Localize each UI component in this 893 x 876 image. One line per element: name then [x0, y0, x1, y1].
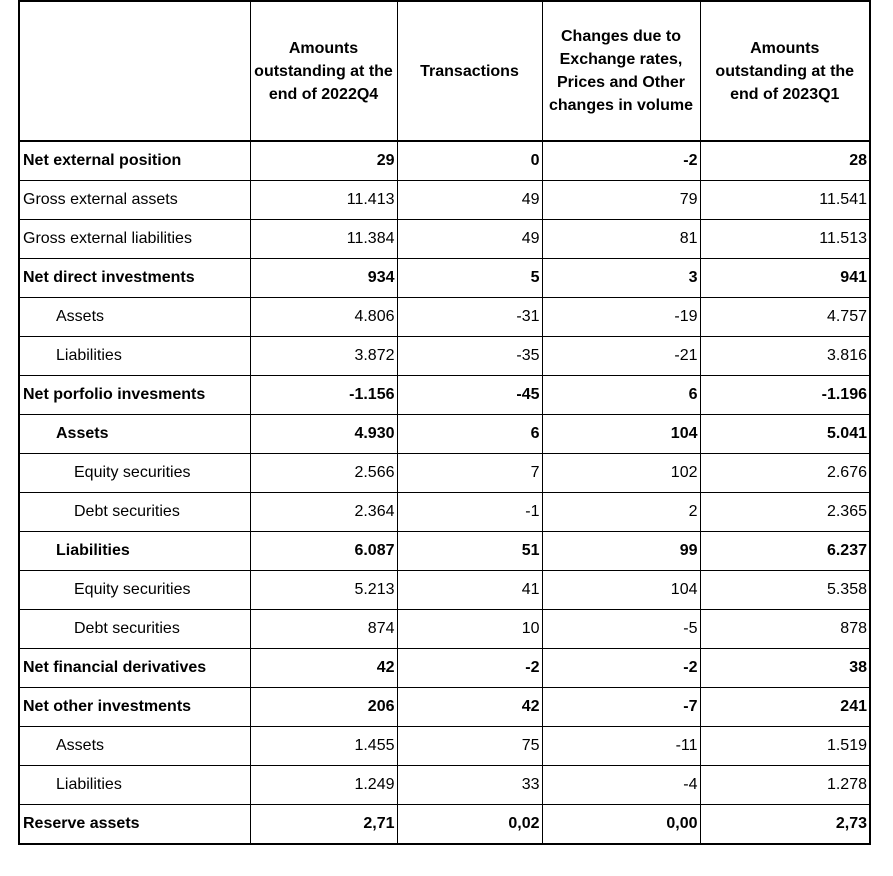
- value-transactions: 5: [397, 259, 542, 298]
- table-row: [19, 493, 870, 532]
- value-transactions: 49: [397, 181, 542, 220]
- value-2022q4: 2,71: [250, 805, 397, 845]
- table-row: [19, 766, 870, 805]
- value-transactions: -31: [397, 298, 542, 337]
- value-other-changes: -4: [542, 766, 700, 805]
- value-transactions: 10: [397, 610, 542, 649]
- value-2022q4: 206: [250, 688, 397, 727]
- value-other-changes: -21: [542, 337, 700, 376]
- value-transactions: 75: [397, 727, 542, 766]
- row-label: Assets: [19, 415, 250, 454]
- value-other-changes: 6: [542, 376, 700, 415]
- value-2022q4: 2.364: [250, 493, 397, 532]
- value-2022q4: 29: [250, 141, 397, 181]
- external-position-table: [18, 0, 871, 845]
- value-transactions: 6: [397, 415, 542, 454]
- row-label: Debt securities: [19, 610, 250, 649]
- row-label: Net external position: [19, 141, 250, 181]
- value-2023q1: 11.541: [700, 181, 870, 220]
- header-label-cell: [19, 1, 250, 141]
- table-row: [19, 454, 870, 493]
- value-transactions: 42: [397, 688, 542, 727]
- value-2022q4: 2.566: [250, 454, 397, 493]
- value-2022q4: 3.872: [250, 337, 397, 376]
- value-2023q1: 1.519: [700, 727, 870, 766]
- value-2023q1: 3.816: [700, 337, 870, 376]
- value-2022q4: 5.213: [250, 571, 397, 610]
- table-row: [19, 259, 870, 298]
- row-label: Gross external liabilities: [19, 220, 250, 259]
- header-row: [19, 1, 870, 141]
- value-2023q1: 2,73: [700, 805, 870, 845]
- table-row: [19, 610, 870, 649]
- value-other-changes: 102: [542, 454, 700, 493]
- table-row: [19, 532, 870, 571]
- value-2022q4: 11.413: [250, 181, 397, 220]
- row-label: Debt securities: [19, 493, 250, 532]
- value-other-changes: -19: [542, 298, 700, 337]
- value-2022q4: 874: [250, 610, 397, 649]
- value-other-changes: 79: [542, 181, 700, 220]
- table-row: [19, 337, 870, 376]
- value-other-changes: 104: [542, 415, 700, 454]
- value-2023q1: 941: [700, 259, 870, 298]
- value-2023q1: 5.358: [700, 571, 870, 610]
- row-label: Net porfolio invesments: [19, 376, 250, 415]
- row-label: Liabilities: [19, 337, 250, 376]
- value-other-changes: -2: [542, 141, 700, 181]
- value-other-changes: 104: [542, 571, 700, 610]
- value-transactions: 0,02: [397, 805, 542, 845]
- value-2022q4: 4.806: [250, 298, 397, 337]
- value-2023q1: 878: [700, 610, 870, 649]
- table-row: [19, 220, 870, 259]
- row-label: Net other investments: [19, 688, 250, 727]
- value-other-changes: -11: [542, 727, 700, 766]
- row-label: Net financial derivatives: [19, 649, 250, 688]
- value-2023q1: 241: [700, 688, 870, 727]
- value-2022q4: -1.156: [250, 376, 397, 415]
- table-row: [19, 181, 870, 220]
- table-row: [19, 688, 870, 727]
- table-row: [19, 415, 870, 454]
- value-transactions: 51: [397, 532, 542, 571]
- value-transactions: -2: [397, 649, 542, 688]
- value-2022q4: 1.249: [250, 766, 397, 805]
- row-label: Assets: [19, 298, 250, 337]
- value-2023q1: 4.757: [700, 298, 870, 337]
- table-row: [19, 141, 870, 181]
- value-2023q1: 2.676: [700, 454, 870, 493]
- value-2023q1: 11.513: [700, 220, 870, 259]
- row-label: Gross external assets: [19, 181, 250, 220]
- row-label: Liabilities: [19, 532, 250, 571]
- value-other-changes: 99: [542, 532, 700, 571]
- value-2022q4: 1.455: [250, 727, 397, 766]
- value-2022q4: 42: [250, 649, 397, 688]
- table-row: [19, 805, 870, 845]
- value-transactions: 41: [397, 571, 542, 610]
- value-2022q4: 11.384: [250, 220, 397, 259]
- value-transactions: -45: [397, 376, 542, 415]
- value-2023q1: 5.041: [700, 415, 870, 454]
- row-label: Liabilities: [19, 766, 250, 805]
- table-row: [19, 649, 870, 688]
- value-transactions: -1: [397, 493, 542, 532]
- value-transactions: 49: [397, 220, 542, 259]
- header-transactions: Transactions: [397, 1, 542, 141]
- table-body: [19, 141, 870, 844]
- value-other-changes: 3: [542, 259, 700, 298]
- table-row: [19, 376, 870, 415]
- value-2023q1: -1.196: [700, 376, 870, 415]
- value-2022q4: 934: [250, 259, 397, 298]
- row-label: Net direct investments: [19, 259, 250, 298]
- header-other-changes: Changes due to Exchange rates, Prices and Other changes in volume: [542, 1, 700, 141]
- table-row: [19, 298, 870, 337]
- value-2022q4: 4.930: [250, 415, 397, 454]
- row-label: Assets: [19, 727, 250, 766]
- table-row: [19, 571, 870, 610]
- value-other-changes: -5: [542, 610, 700, 649]
- value-other-changes: 0,00: [542, 805, 700, 845]
- value-other-changes: -7: [542, 688, 700, 727]
- value-2023q1: 6.237: [700, 532, 870, 571]
- value-other-changes: 81: [542, 220, 700, 259]
- value-2023q1: 28: [700, 141, 870, 181]
- value-other-changes: -2: [542, 649, 700, 688]
- header-outstanding-2022q4: Amounts outstanding at the end of 2022Q4: [250, 1, 397, 141]
- value-other-changes: 2: [542, 493, 700, 532]
- value-2023q1: 2.365: [700, 493, 870, 532]
- value-2022q4: 6.087: [250, 532, 397, 571]
- table-row: [19, 727, 870, 766]
- row-label: Equity securities: [19, 571, 250, 610]
- row-label: Reserve assets: [19, 805, 250, 845]
- value-transactions: 0: [397, 141, 542, 181]
- value-transactions: 33: [397, 766, 542, 805]
- value-transactions: -35: [397, 337, 542, 376]
- row-label: Equity securities: [19, 454, 250, 493]
- value-2023q1: 38: [700, 649, 870, 688]
- value-transactions: 7: [397, 454, 542, 493]
- header-outstanding-2023q1: Amounts outstanding at the end of 2023Q1: [700, 1, 870, 141]
- value-2023q1: 1.278: [700, 766, 870, 805]
